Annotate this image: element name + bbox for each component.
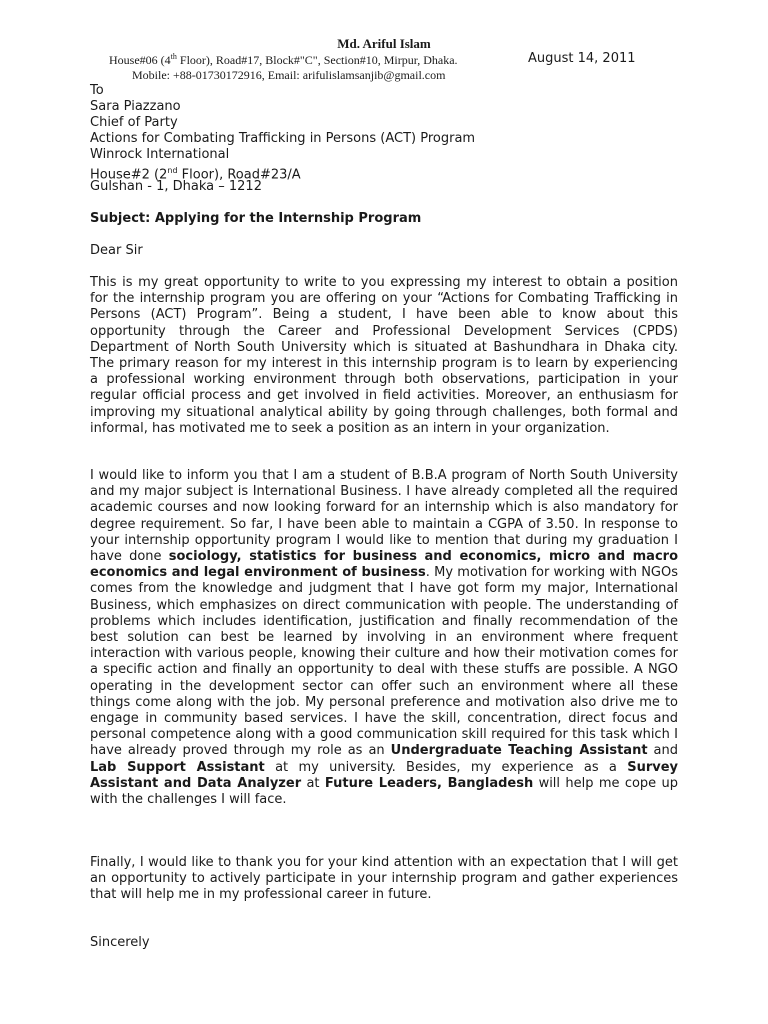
paragraph-3: Finally, I would like to thank you for your kind attention with an expectation that I will get an opportunity to actively participate in your internship program and gather experiences that will help me in my professional career in future. [90, 855, 678, 903]
letter-date: August 14, 2011 [528, 51, 636, 66]
recipient-house: House#2 (2nd Floor), Road#23/A [90, 166, 301, 183]
paragraph-1: This is my great opportunity to write to you expressing my interest to obtain a position for the internship program you are offering on your “Actions for Combating Trafficking in Persons (ACT) Program”. Being a student, I have been able to know about this opportunity through the Career and Professional Development Services (CPDS) Department of North South University which is situated at Bashundhara in Dhaka city. The primary reason for my interest in this internship program is to learn by experiencing a professional working environment through both observations, participation in your regular official process and get involved in field activities. Moreover, an enthusiasm for improving my situational analytical ability by going through challenges, both formal and informal, has motivated me to seek a position as an intern in your organization. [90, 275, 678, 436]
closing: Sincerely [90, 935, 150, 950]
sender-name: Md. Ariful Islam [337, 36, 431, 51]
survey-role-highlight: Survey Assistant and Data Analyzer [90, 759, 679, 791]
recipient-name: Sara Piazzano [90, 99, 181, 114]
org-highlight: Future Leaders, Bangladesh [324, 775, 534, 791]
recipient-to: To [90, 83, 104, 98]
paragraph-2: I would like to inform you that I am a student of B.B.A program of North South University and my major subject is International Business. I have already completed all the required academic courses and now looking forward for an internship which is also mandatory for degree requirement. So far, I have been able to maintain a CGPA of 3.50. In response to your internship opportunity program I would like to mention that during my graduation I have done sociology, statistics for business and economics, micro and macro economics and legal environment of business. My motivation for working with NGOs comes from the knowledge and judgment that I have got form my major, International Business, which emphasizes on direct communication with people. The understanding of problems which includes identification, justification and finally recommendation of the best solution can best be learned by involving in an environment where frequent interaction with various people, knowing their culture and how their motivation comes for a specific action and finally an opportunity to deal with these stuffs are possible. A NGO operating in the development sector can offer such an environment where all these things come along with the job. My personal preference and motivation also drive me to engage in community based services. I have the skill, concentration, direct focus and personal competence along with a good communication skill required for this task which I have already proved through my role as an Undergraduate Teaching Assistant and Lab Support Assistant at my university. Besides, my experience as a Survey Assistant and Data Analyzer at Future Leaders, Bangladesh will help me cope up with the challenges I will face. [90, 468, 679, 808]
subject-line: Subject: Applying for the Internship Program [90, 211, 422, 226]
sender-contact: Mobile: +88-01730172916, Email: arifulislamsanjib@gmail.com [132, 68, 446, 82]
salutation: Dear Sir [90, 243, 143, 258]
lab-role-highlight: Lab Support Assistant [90, 759, 265, 775]
recipient-program: Actions for Combating Trafficking in Persons (ACT) Program [90, 131, 476, 146]
coursework-highlight: sociology, statistics for business and economics, micro and macro economics and legal environment of business [90, 549, 678, 581]
recipient-title: Chief of Party [90, 115, 178, 130]
recipient-city: Gulshan - 1, Dhaka – 1212 [90, 179, 262, 194]
recipient-org: Winrock International [90, 147, 230, 162]
sender-address: House#06 (4th Floor), Road#17, Block#"C", Section#10, Mirpur, Dhaka. [109, 52, 458, 67]
ta-role-highlight: Undergraduate Teaching Assistant [390, 743, 648, 759]
